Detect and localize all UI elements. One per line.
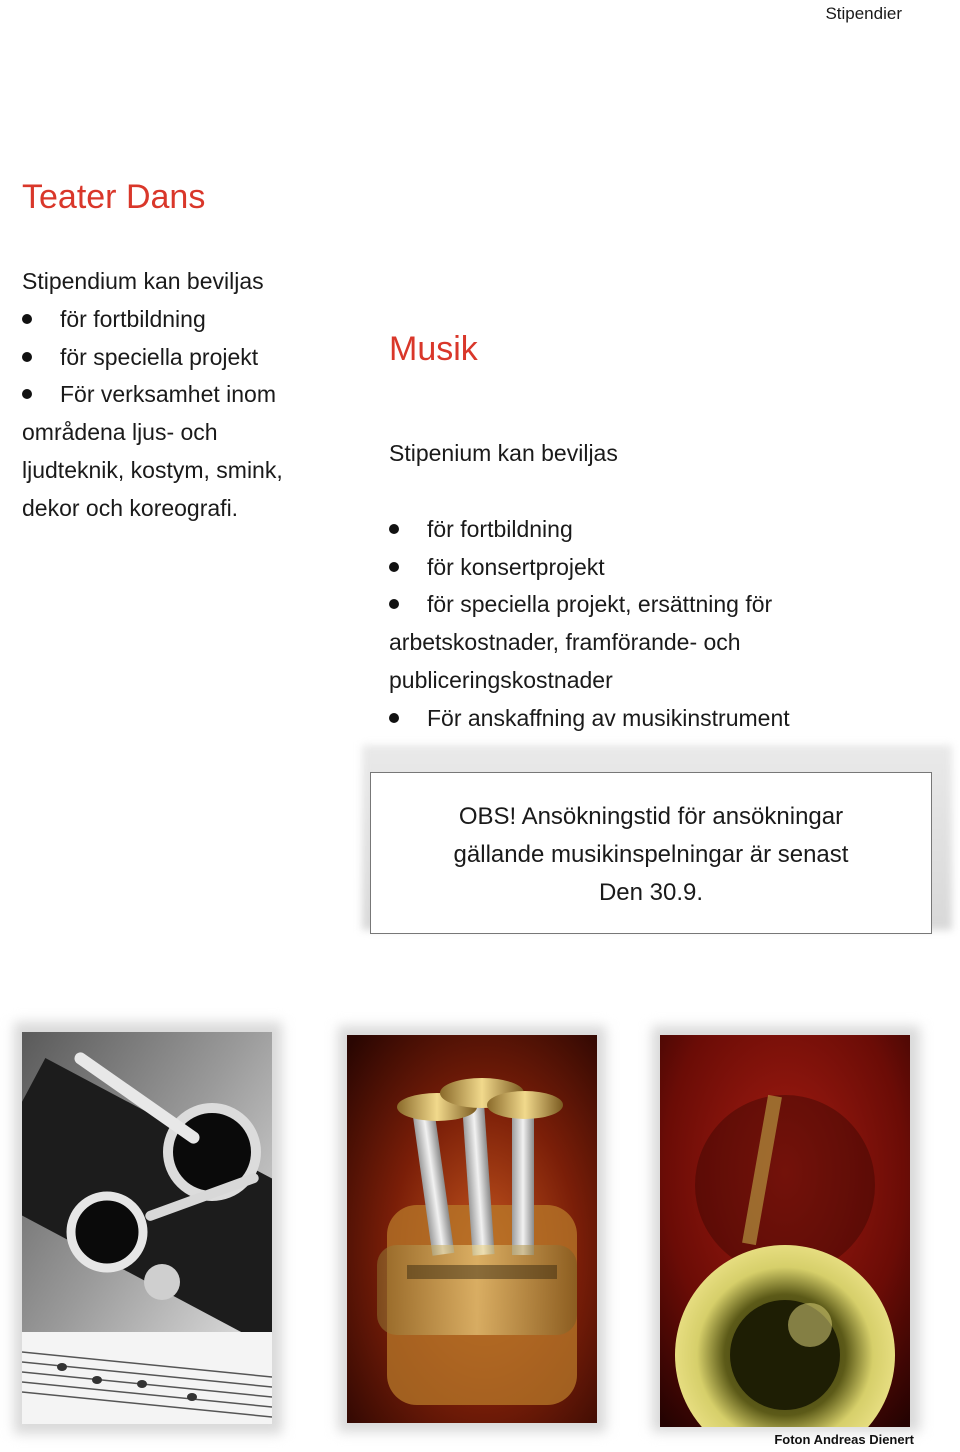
continuation-line: områdena ljus- och [22,419,218,446]
continuation-line: publiceringskostnader [389,666,613,693]
list-item [389,700,929,738]
list-item-label: för speciella projekt, ersättning för [427,591,773,618]
list-item [22,376,372,414]
teater-dans-text [22,263,372,528]
musik-intro: Stipenium kan beviljas [389,440,618,466]
notice-line: Den 30.9. [598,879,704,906]
list-item [389,549,929,587]
list-item [389,511,929,549]
trumpet-bell-photo [660,1035,910,1427]
list-item-label: för fortbildning [60,305,206,332]
bullet-icon [389,713,399,723]
list-item-label: för konsertprojekt [427,553,605,580]
header-label: Stipendier [825,4,902,23]
musik-text [389,435,929,738]
bullet-icon [22,352,32,362]
continuation-line: dekor och koreografi. [22,494,239,521]
list-item [22,339,372,377]
section-title-teater-dans: Teater Dans [22,178,206,216]
notice-line: gällande musikinspelningar är senast [453,841,849,868]
bullet-icon [22,314,32,324]
bullet-icon [389,524,399,534]
list-item-label: För verksamhet inom [60,381,277,408]
notice-box [370,772,932,934]
list-item-label: För anskaffning av musikinstrument [427,704,790,731]
clarinet-photo [22,1032,272,1424]
teater-dans-intro: Stipendium kan beviljas [22,268,264,294]
bullet-icon [389,599,399,609]
photo-credit: Foton Andreas Dienert [774,1432,914,1447]
notice-line: OBS! Ansökningstid för ansökningar [458,803,844,830]
list-item-label: för speciella projekt [60,343,259,370]
list-item [389,586,929,624]
section-title-musik: Musik [389,330,478,368]
bullet-icon [389,562,399,572]
list-item [22,301,372,339]
list-item-label: för fortbildning [427,515,573,542]
continuation-line: arbetskostnader, framförande- och [389,629,741,656]
bullet-icon [22,389,32,399]
continuation-line: ljudteknik, kostym, smink, [22,456,283,483]
trumpet-valves-photo [347,1035,597,1423]
